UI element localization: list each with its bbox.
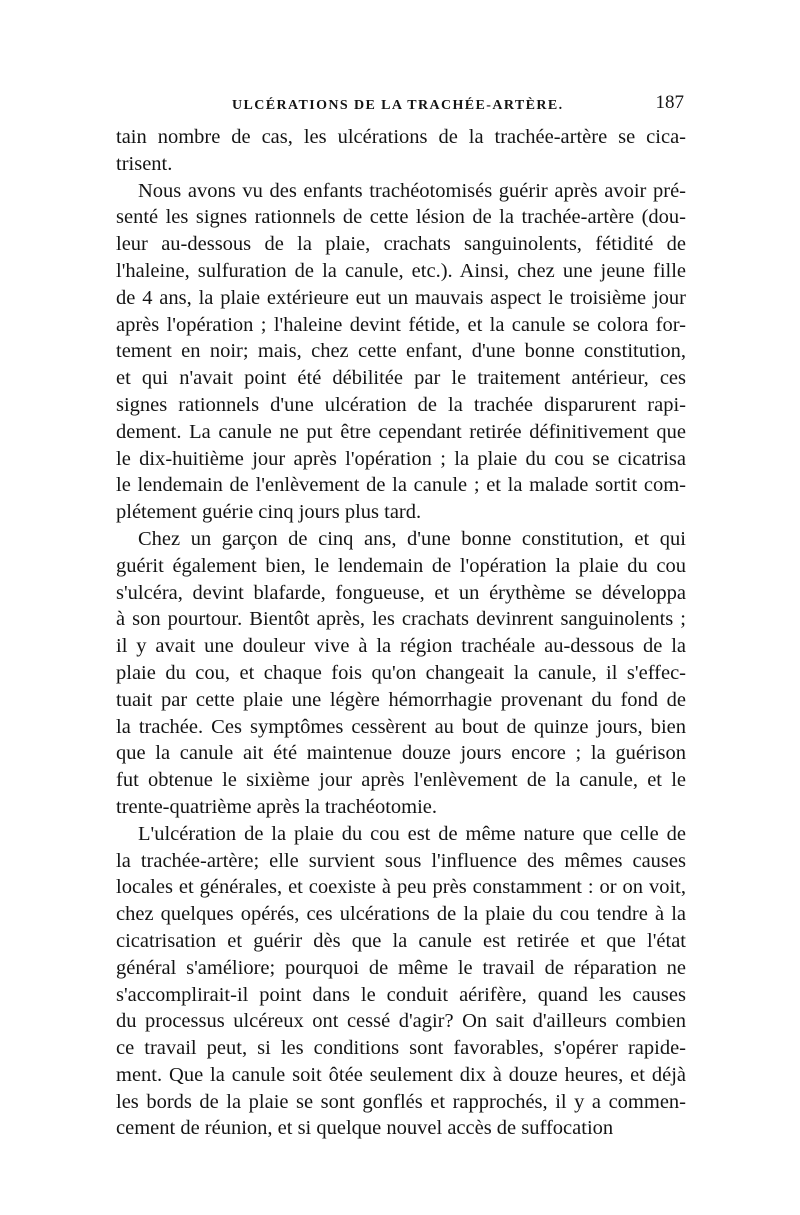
- text-line: trisent.: [116, 152, 173, 175]
- paragraph: [116, 124, 686, 178]
- text-line: chez quelques opérés, ces ulcérations de la plaie du cou tendre à la: [116, 903, 686, 926]
- text-line: du processus ulcéreux ont cessé d'agir? On sait d'ailleurs combien: [116, 1010, 686, 1033]
- text-line: s'accomplirait-il point dans le conduit aérifère, quand les causes: [116, 983, 686, 1006]
- text-line: que la canule ait été maintenue douze jours encore ; la guérison: [116, 742, 686, 765]
- text-line: ce travail peut, si les conditions sont favorables, s'opérer rapide-: [116, 1037, 686, 1060]
- text-line: Chez un garçon de cinq ans, d'une bonne constitution, et qui: [138, 527, 686, 550]
- text-line: tuait par cette plaie une légère hémorrhagie provenant du fond de: [116, 688, 686, 711]
- page-number: 187: [655, 92, 684, 113]
- paragraph: [116, 178, 686, 526]
- text-line: L'ulcération de la plaie du cou est de même nature que celle de: [138, 822, 686, 845]
- body-text: [116, 124, 686, 1142]
- text-line: signes rationnels d'une ulcération de la trachée disparurent rapi-: [116, 393, 686, 416]
- text-line: les bords de la plaie se sont gonflés et rapprochés, il y a commen-: [116, 1090, 686, 1113]
- text-line: senté les signes rationnels de cette lésion de la trachée-artère (dou-: [116, 206, 686, 229]
- text-line: après l'opération ; l'haleine devint fétide, et la canule se colora for-: [116, 313, 686, 336]
- text-line: Nous avons vu des enfants trachéotomisés guérir après avoir pré-: [138, 179, 686, 202]
- text-line: cement de réunion, et si quelque nouvel accès de suffocation: [116, 1117, 614, 1140]
- text-line: il y avait une douleur vive à la région trachéale au-dessous de la: [116, 635, 686, 658]
- text-line: le lendemain de l'enlèvement de la canule ; et la malade sortit com-: [116, 474, 686, 497]
- running-head: [116, 92, 686, 120]
- text-line: la trachée-artère; elle survient sous l'influence des mêmes causes: [116, 849, 686, 872]
- text-line: trente-quatrième après la trachéotomie.: [116, 795, 438, 818]
- text-line: général s'améliore; pourquoi de même le travail de réparation ne: [116, 956, 686, 979]
- text-line: la trachée. Ces symptômes cessèrent au bout de quinze jours, bien: [116, 715, 686, 738]
- paragraph: [116, 526, 686, 821]
- text-line: le dix-huitième jour après l'opération ; la plaie du cou se cicatrisa: [116, 447, 686, 470]
- running-title: ULCÉRATIONS DE LA TRACHÉE-ARTÈRE.: [232, 98, 564, 113]
- text-line: ment. Que la canule soit ôtée seulement dix à douze heures, et déjà: [116, 1063, 686, 1086]
- text-line: de 4 ans, la plaie extérieure eut un mauvais aspect le troisième jour: [116, 286, 686, 309]
- paragraph: [116, 821, 686, 1143]
- text-line: plaie du cou, et chaque fois qu'on changeait la canule, il s'effec-: [116, 661, 686, 684]
- text-line: leur au-dessous de la plaie, crachats sanguinolents, fétidité de: [116, 233, 686, 256]
- text-line: s'ulcéra, devint blafarde, fongueuse, et un érythème se développa: [116, 581, 686, 604]
- text-line: guérit également bien, le lendemain de l'opération la plaie du cou: [116, 554, 686, 577]
- text-line: dement. La canule ne put être cependant retirée définitivement que: [116, 420, 686, 443]
- text-line: locales et générales, et coexiste à peu près constamment : or on voit,: [116, 876, 686, 899]
- text-line: cicatrisation et guérir dès que la canule est retirée et que l'état: [116, 929, 686, 952]
- text-line: à son pourtour. Bientôt après, les crachats devinrent sanguinolents ;: [116, 608, 686, 631]
- text-line: et qui n'avait point été débilitée par le traitement antérieur, ces: [116, 367, 686, 390]
- text-line: fut obtenue le sixième jour après l'enlèvement de la canule, et le: [116, 769, 686, 792]
- text-line: l'haleine, sulfuration de la canule, etc.). Ainsi, chez une jeune fille: [116, 259, 686, 282]
- text-line: tain nombre de cas, les ulcérations de la trachée-artère se cica-: [116, 126, 686, 148]
- text-line: tement en noir; mais, chez cette enfant, d'une bonne constitution,: [116, 340, 686, 363]
- book-page: [116, 92, 686, 1142]
- text-line: plétement guérie cinq jours plus tard.: [116, 501, 422, 524]
